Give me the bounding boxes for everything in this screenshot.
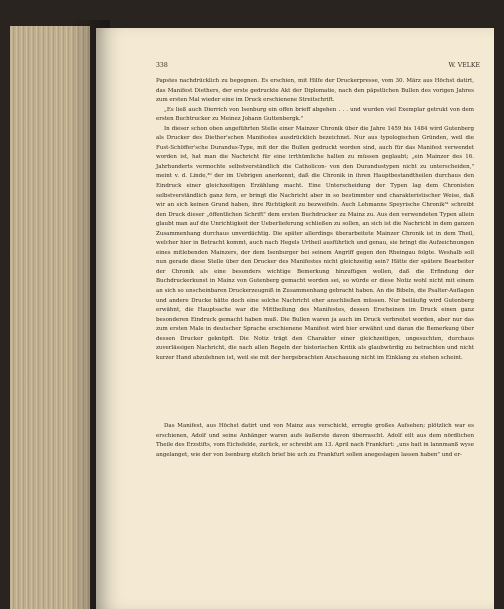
book-page	[96, 28, 494, 609]
second-text-block	[156, 422, 474, 460]
paragraph: Das Manifest, aus Höchst datirt und von Mainz aus verschickt, erregte großes Aufsehen; plötzlich war es erschienen, Adolf und seine Anhänger waren aufs äußerste davon überrascht. Adolf eilt aus dem nördlichen Theile des Erzstifts, vom Eichsfelde, zurück, er schreibt am 13. April nach Frankfurt: „uns hait in lannmanß wyse angelanget, wie der von Isenburg etzlich brief bie uch zu Frankfurt sollen anegeslagen lassen haben" und er-	[156, 423, 474, 458]
paragraph: In dieser schon oben angeführten Stelle einer Mainzer Chronik über die Jahre 1459 bis 1484 wird Gutenberg als Drucker des Diether'schen Manifestes ausdrücklich bezeichnet. Nur aus typologischen Gründen, weil die Fust-Schöffer'sche Durandus-Type, mit der die Bullen gedruckt worden sind, auch für das Manifest verwendet worden ist, hat man die Nachricht für eine irrthümliche halten zu müssen geglaubt; „ein Mainzer des 16. Jahrhunderts vermochte selbstverständlich die Catholicon- von den Durandustypen nicht zu unterscheiden," meint v. d. Linde,³⁰ der im Uebrigen anerkennt, daß die Chronik in ihren Hauptbestandtheilen durchaus den Eindruck einer gleichzeitigen Erzählung macht. Eine Unterscheidung der Typen lag dem Chronisten selbstverständlich ganz fern, er bringt die Nachricht aber in so bestimmter und charakteristischer Weise, daß wir an sich keinen Grund haben, ihre Richtigkeit zu bezweifeln. Auch Lehmanns Speyrische Chronik³¹ schreibt den Druck dieser „öffentlichen Schrift" dem ersten Buchdrucker zu Mainz zu. Aus den verwendeten Typen allein glaubt man auf die Unrichtigkeit der Ueberlieferung schließen zu sollen, an sich ist die Nachricht in dem ganzen Zusammenhang durchaus unverdächtig. Die später allerdings überarbeitete Mainzer Chronik ist in dem Theil, welcher hier in Betracht kommt, auch nach Hegels Urtheil ausführlich und genau, sie bringt die Aufzeichnungen eines mitlebenden Mainzers, der dem Isenburger bei seinem Angriff gegen den Rheingau folgte. Weshalb soll nun gerade diese Stelle über den Drucker des Manifestes nicht gleichzeitig sein? Hätte der spätere Bearbeiter der Chronik als eine besonders wichtige Bemerkung hinzufügen wollen, daß die Erfindung der Buchdruckerkunst in Mainz von Gutenberg gemacht worden sei, so würde er diese Notiz wohl nicht mit einem an sich so unscheinbaren Druckerzeugniß in Zusammenhang gebracht haben. An die Bibeln, die Psalter-Auflagen und andere Drucke hätte doch eine solche Nachricht eher anschließen müssen. Nur beiläufig wird Gutenberg erwähnt, die Hauptsache war die Mittheilung des Manifestes, dessen Erscheinen im Druck einen ganz besonderen Eindruck gemacht haben muß. Die Bullen waren ja auch im Druck verbreitet worden, aber nur das zum ersten Male in deutscher Sprache erschienene Manifest wird hier erwähnt und daran die Bemerkung über dessen Drucker geknüpft. Die Notiz trägt den Charakter einer gleichzeitigen, ungesuchten, durchaus zuverlässigen Nachricht, die nach allen Regeln der historischen Kritik als glaubwürdig zu betrachten und nicht kurzer Hand abzulehnen ist, weil sie mit der hergebrachten Anschauung nicht im Einklang zu stehen scheint.	[156, 125, 474, 361]
main-text-block	[156, 77, 474, 363]
paragraph: „Es ließ auch Dierrich von Isenburg ein offen brieff abgehen . . . und wurden viel Exemplar getrukt von dem ersten Buchtrucker zu Meinez Johann Guttenbergk."	[156, 106, 474, 123]
page-number: 338	[156, 62, 168, 69]
paragraph: Papstes nachdrücklich zu begegnen. Es erschien, mit Hilfe der Druckerpresse, vom 30. März aus Höchst datirt, das Manifest Diethers, der erste gedruckte Akt der Diplomatie, nach den päpstlichen Bullen des vorigen Jahres zum ersten Mal wieder eine im Druck erschienene Streitschrift.	[156, 78, 474, 104]
running-header	[156, 62, 480, 69]
running-title: W. VELKE	[448, 62, 480, 69]
